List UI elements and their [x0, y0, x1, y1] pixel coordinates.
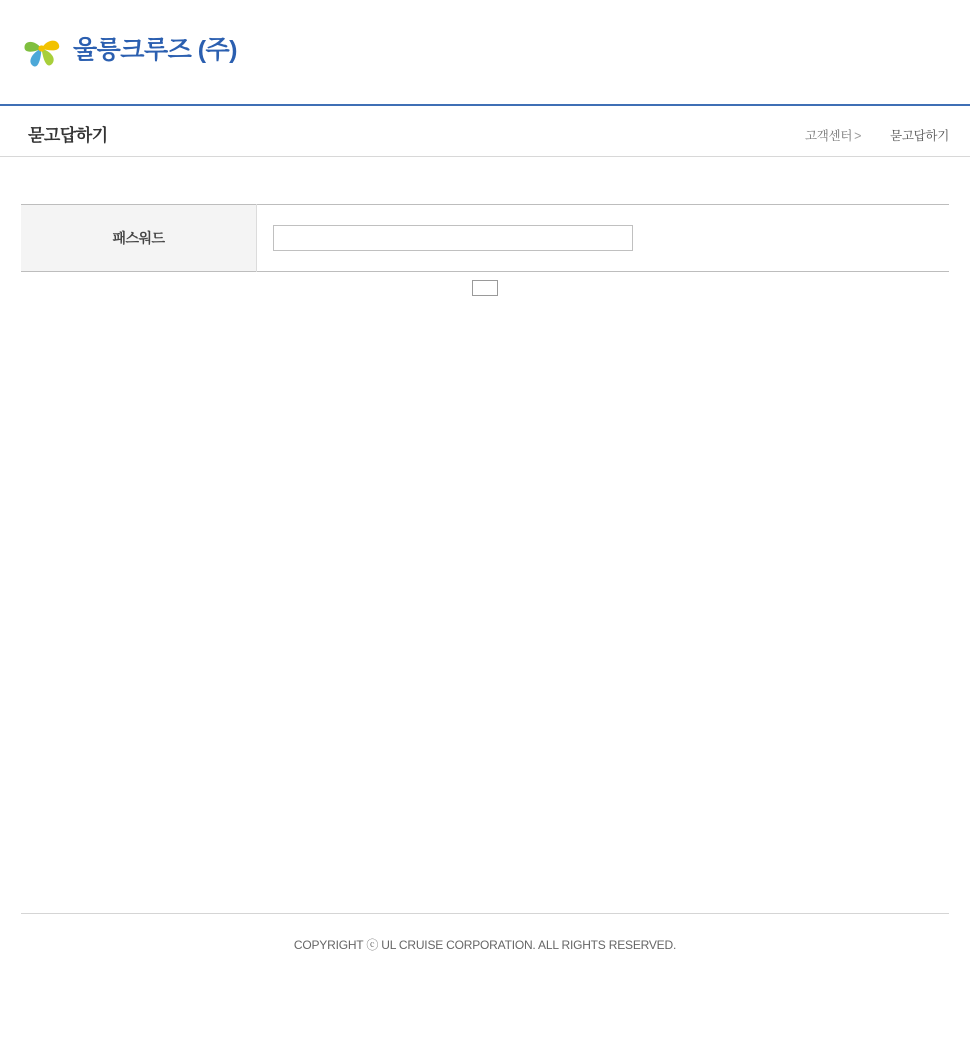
breadcrumb: [805, 126, 949, 144]
page-title: 묻고답하기: [28, 126, 108, 145]
password-label: 패스워드: [21, 205, 257, 272]
subheader-inner: [21, 106, 949, 156]
submit-button-row: [21, 272, 949, 300]
site-footer: [21, 913, 949, 953]
subheader-bar: [0, 104, 970, 157]
password-field-cell: [257, 205, 950, 272]
table-row: [21, 205, 949, 272]
pinwheel-flower-logo-icon: [21, 28, 63, 72]
breadcrumb-separator: >: [854, 129, 862, 143]
site-logo-link[interactable]: [21, 28, 237, 72]
password-form-table: [21, 204, 949, 272]
content-spacer: [21, 157, 949, 204]
breadcrumb-parent[interactable]: 고객센터: [805, 129, 853, 143]
content-area: [21, 157, 949, 300]
breadcrumb-current: 묻고답하기: [890, 129, 949, 143]
site-logo-text: 울릉크루즈 (주): [73, 35, 237, 64]
password-input[interactable]: [273, 225, 633, 251]
submit-button[interactable]: [472, 280, 498, 296]
copyright-text: COPYRIGHT ⓒ UL CRUISE CORPORATION. ALL RIGHTS RESERVED.: [293, 938, 677, 952]
site-header: [0, 0, 970, 104]
